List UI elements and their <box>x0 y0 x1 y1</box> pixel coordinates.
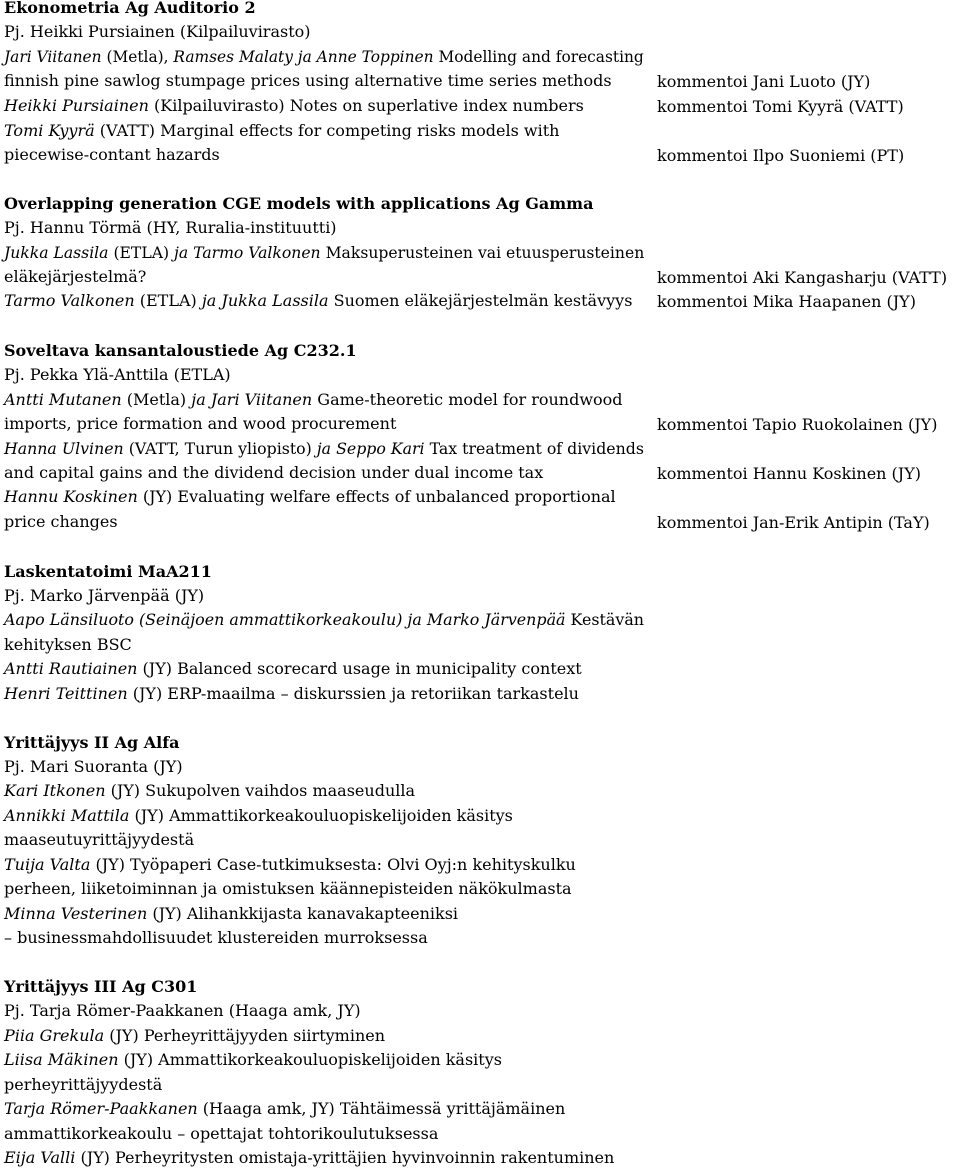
author-names: ja Tarmo Valkonen <box>174 243 321 262</box>
paper-line <box>4 853 576 877</box>
paper-title: (JY) Alihankkijasta kanavakapteeniksi <box>147 904 459 923</box>
paper-title: (JY) Evaluating welfare effects of unbalanced proportional <box>137 487 616 506</box>
author-names: Minna Vesterinen <box>4 904 148 923</box>
commentator: kommentoi Tapio Ruokolainen (JY) <box>657 415 938 434</box>
paper-line <box>4 1048 502 1072</box>
author-names: Tuija Valta <box>4 855 91 874</box>
author-names: Heikki Pursiainen <box>4 96 149 115</box>
paper-title: (JY) Työpaperi Case-tutkimuksesta: Olvi Oyj:n kehityskulku <box>90 855 576 874</box>
author-names: ja Jukka Lassila <box>201 291 329 310</box>
paper-title: (JY) Balanced scorecard usage in municipality context <box>137 659 582 678</box>
paper-title: and capital gains and the dividend decision under dual income tax <box>4 463 544 482</box>
author-names: Jukka Lassila <box>4 243 109 262</box>
author-names: Hannu Koskinen <box>4 487 138 506</box>
commentator: kommentoi Tomi Kyyrä (VATT) <box>657 97 904 116</box>
paper-title: (Haaga amk, JY) Tähtäimessä yrittäjämäinen <box>197 1099 566 1118</box>
commentator: kommentoi Jani Luoto (JY) <box>657 72 871 91</box>
session-title: Overlapping generation CGE models with applications Ag Gamma <box>4 194 594 213</box>
affiliation-text: (ETLA) <box>108 243 175 262</box>
paper-line <box>4 1146 614 1170</box>
session-title: Ekonometria Ag Auditorio 2 <box>4 0 256 17</box>
paper-title: kehityksen BSC <box>4 635 132 654</box>
author-names: Annikki Mattila <box>4 806 130 825</box>
paper-title: perheen, liiketoiminnan ja omistuksen käännepisteiden näkökulmasta <box>4 879 572 898</box>
paper-title: piecewise-contant hazards <box>4 145 220 164</box>
author-names: Tomi Kyyrä <box>4 121 95 140</box>
paper-line <box>4 119 559 143</box>
session-title: Yrittäjyys II Ag Alfa <box>4 733 180 752</box>
paper-title: (JY) Ammattikorkeakouluopiskelijoiden käsitys <box>118 1050 502 1069</box>
paper-title: Game-theoretic model for roundwood <box>312 390 623 409</box>
paper-line <box>4 94 584 118</box>
paper-title: – businessmahdollisuudet klustereiden murroksessa <box>4 928 428 947</box>
commentator: kommentoi Aki Kangasharju (VATT) <box>657 268 948 287</box>
paper-title: finnish pine sawlog stumpage prices using alternative time series methods <box>4 71 612 90</box>
affiliation-text: (VATT, Turun yliopisto) <box>123 439 317 458</box>
session-chair: Pj. Hannu Törmä (HY, Ruralia-instituutti) <box>4 218 337 237</box>
author-names: ja Jari Viitanen <box>191 390 313 409</box>
paper-title: (JY) Ammattikorkeakouluopiskelijoiden käsitys <box>129 806 513 825</box>
author-names: Ramses Malaty ja Anne Toppinen <box>173 47 434 66</box>
author-names: Tarmo Valkonen <box>4 291 135 310</box>
paper-title: (JY) Sukupolven vaihdos maaseudulla <box>105 781 416 800</box>
author-names: Jari Viitanen <box>4 47 102 66</box>
author-names: ja Seppo Kari <box>316 439 425 458</box>
author-names: Eija Valli <box>4 1148 76 1167</box>
paper-line <box>4 682 579 706</box>
paper-line <box>4 926 428 950</box>
paper-line <box>4 461 543 485</box>
paper-title: Kestävän <box>565 610 645 629</box>
paper-title: maaseutuyrittäjyydestä <box>4 830 195 849</box>
paper-line <box>4 388 623 412</box>
paper-line <box>4 437 644 461</box>
author-names: Hanna Ulvinen <box>4 439 124 458</box>
session-chair: Pj. Tarja Römer-Paakkanen (Haaga amk, JY) <box>4 1001 361 1020</box>
paper-line <box>4 779 415 803</box>
session-chair: Pj. Marko Järvenpää (JY) <box>4 586 205 605</box>
paper-title: Tax treatment of dividends <box>424 439 644 458</box>
paper-line <box>4 289 632 313</box>
paper-title: Suomen eläkejärjestelmän kestävyys <box>328 291 633 310</box>
session-chair: Pj. Pekka Ylä-Anttila (ETLA) <box>4 365 231 384</box>
session-chair: Pj. Heikki Pursiainen (Kilpailuvirasto) <box>4 22 311 41</box>
paper-line <box>4 877 572 901</box>
paper-title: Modelling and forecasting <box>433 47 644 66</box>
paper-line <box>4 608 644 632</box>
paper-line <box>4 1024 385 1048</box>
paper-line <box>4 902 458 926</box>
author-names: Aapo Länsiluoto (Seinäjoen ammattikorkeakoulu) ja Marko Järvenpää <box>4 610 566 629</box>
paper-line <box>4 412 396 436</box>
paper-line <box>4 1073 162 1097</box>
paper-title: (JY) ERP-maailma – diskurssien ja retoriikan tarkastelu <box>127 684 579 703</box>
paper-line <box>4 485 616 509</box>
commentator: kommentoi Hannu Koskinen (JY) <box>657 464 922 483</box>
session-title: Yrittäjyys III Ag C301 <box>4 977 198 996</box>
author-names: Piia Grekula <box>4 1026 105 1045</box>
paper-line <box>4 143 220 167</box>
paper-line <box>4 828 194 852</box>
session-title: Laskentatoimi MaA211 <box>4 562 212 581</box>
author-names: Kari Itkonen <box>4 781 106 800</box>
paper-line <box>4 265 146 289</box>
paper-line <box>4 241 644 265</box>
paper-title: imports, price formation and wood procurement <box>4 414 397 433</box>
affiliation-text: (Metla) <box>121 390 192 409</box>
paper-title: perheyrittäjyydestä <box>4 1075 163 1094</box>
paper-line <box>4 1097 565 1121</box>
paper-title: Maksuperusteinen vai etuusperusteinen <box>320 243 645 262</box>
author-names: Tarja Römer-Paakkanen <box>4 1099 198 1118</box>
commentator: kommentoi Mika Haapanen (JY) <box>657 292 916 311</box>
author-names: Henri Teittinen <box>4 684 128 703</box>
paper-title: price changes <box>4 512 118 531</box>
paper-title: eläkejärjestelmä? <box>4 267 147 286</box>
paper-line <box>4 657 582 681</box>
commentator: kommentoi Ilpo Suoniemi (PT) <box>657 146 905 165</box>
paper-line <box>4 510 118 534</box>
author-names: Liisa Mäkinen <box>4 1050 119 1069</box>
paper-line <box>4 804 513 828</box>
commentator: kommentoi Jan-Erik Antipin (TaY) <box>657 513 930 532</box>
session-title: Soveltava kansantaloustiede Ag C232.1 <box>4 341 357 360</box>
paper-line <box>4 45 644 69</box>
paper-line <box>4 1122 438 1146</box>
author-names: Antti Rautiainen <box>4 659 138 678</box>
session-chair: Pj. Mari Suoranta (JY) <box>4 757 183 776</box>
paper-title: (JY) Perheyrittäjyyden siirtyminen <box>104 1026 386 1045</box>
paper-title: (Kilpailuvirasto) Notes on superlative index numbers <box>148 96 584 115</box>
affiliation-text: (Metla), <box>101 47 174 66</box>
paper-line <box>4 69 612 93</box>
paper-line <box>4 633 132 657</box>
paper-title: ammattikorkeakoulu – opettajat tohtorikoulutuksessa <box>4 1124 439 1143</box>
author-names: Antti Mutanen <box>4 390 122 409</box>
paper-title: (VATT) Marginal effects for competing risks models with <box>94 121 560 140</box>
affiliation-text: (ETLA) <box>134 291 202 310</box>
paper-title: (JY) Perheyritysten omistaja-yrittäjien hyvinvoinnin rakentuminen <box>75 1148 615 1167</box>
